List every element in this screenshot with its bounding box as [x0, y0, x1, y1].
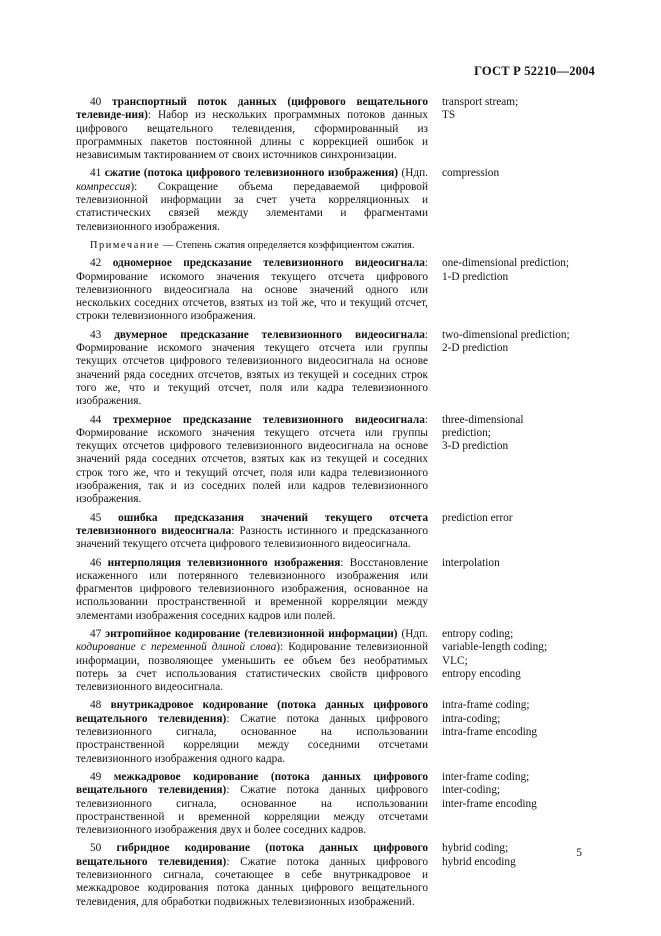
- term-definition-ru: 47 энтропийное кодирование (телевизионной информации) (Ндп. кодирование с переменной длиной слова): Кодирование телевизионной информации, позволяющее уменьшить ее объем без необратимых потерь за счет использования статистических свойств цифрового телевизионного видеосигнала.: [76, 627, 429, 694]
- term-definition-text: Формирование искомого значения текущего отсчета или группы текущих отсчетов цифрового телевизионного видеосигнала на основе значений ряда соседних отсчетов, взятых из текущей и соседних строк того же, что и текущий отсчет, поля или кадра телевизионного изображения.: [76, 342, 428, 408]
- page-number: 5: [576, 847, 582, 859]
- term-english-equivalent: intra-frame coding; intra-coding; intra-frame encoding: [442, 699, 538, 739]
- term-name: одномерное предсказание телевизионного видеосигнала: [112, 257, 425, 270]
- term-list: [76, 96, 596, 914]
- term-name: трехмерное предсказание телевизионного видеосигнала: [112, 413, 425, 426]
- term-definition-text: Сжатие потока данных цифрового телевизионного сигнала, сочетающее в себе внутрикадровое и межкадровое кодирования потока данных цифрового вещательного телевидения, для обработки подвижных телевизионных изображений.: [76, 855, 428, 908]
- term-definition-text: Сжатие потока данных цифрового телевизионного сигнала, основанное на использовании пространственной корреляции между соседними отсчетами телевизионного изображения одного кадра.: [76, 712, 428, 765]
- deprecated-term: компрессия: [76, 180, 131, 193]
- term-entry-45: [76, 512, 596, 552]
- term-entry-43: [76, 329, 596, 409]
- term-entry-44: [76, 414, 596, 507]
- deprecated-label: Ндп.: [405, 167, 428, 180]
- term-english-equivalent: one-dimensional prediction; 1-D prediction: [442, 257, 570, 283]
- term-number: 42: [90, 257, 102, 270]
- term-number: 41: [90, 167, 102, 180]
- term-english-equivalent: compression: [442, 167, 500, 180]
- term-english-equivalent: three-dimensional prediction; 3-D prediction: [442, 413, 524, 453]
- term-entry-48: [76, 699, 596, 765]
- term-definition-ru: 43 двумерное предсказание телевизионного видеосигнала: Формирование искомого значения текущего отсчета или группы текущих отсчетов цифрового телевизионного видеосигнала на основе значений ряда соседних отсчетов, взятых из текущей и соседних строк того же, что и текущий отсчет, поля или кадра телевизионного изображения.: [76, 328, 428, 408]
- term-english-equivalent: entropy coding; variable-length coding; VLC; entropy encoding: [442, 627, 548, 680]
- term-number: 43: [90, 328, 102, 341]
- term-definition-ru: 46 интерполяция телевизионного изображения: Восстановление искаженного или потерянного телевизионного изображения или фрагментов цифрового телевизионного изображения, основанное на использовании пространственной и временной корреляции между элементами изображения соседних кадров или полей.: [76, 556, 428, 622]
- term-name: энтропийное кодирование (телевизионной информации): [105, 627, 398, 640]
- deprecated-term: кодирование с переменной длиной слова: [76, 641, 277, 654]
- term-number: 45: [90, 511, 102, 524]
- term-number: 46: [90, 556, 102, 569]
- term-name: внутрикадровое кодирование (потока данных цифрового вещательного телевидения): [76, 699, 429, 725]
- term-entry-41: [76, 167, 596, 233]
- term-number: 50: [90, 842, 102, 855]
- term-english-equivalent: interpolation: [442, 556, 500, 569]
- term-note: [76, 239, 596, 252]
- term-definition-ru: 49 межкадровое кодирование (потока данных цифрового вещательного телевидения): Сжатие потока данных цифрового телевизионного сигнала, основанное на использовании пространственной и временной корреляции между отсчетами телевизионного изображения двух и более соседних кадров.: [76, 770, 428, 837]
- term-definition-ru: 40 транспортный поток данных (цифрового вещательного телевиде-ния): Набор из нескольких программных потоков данных цифрового вещательного телевидения, сформированный из программных пакетов постоянной длины с коррекцией ошибок и независимым тактированием от своих источников синхронизации.: [76, 96, 429, 162]
- term-definition-text: Кодирование телевизионной информации, позволяющее уменьшить ее объем без необратимых потерь за счет использования статистических свойств цифрового телевизионного видеосигнала.: [76, 641, 428, 694]
- term-definition-text: Формирование искомого значения текущего отсчета цифрового телевизионного видеосигнала на основе значений одного или нескольких соседних отсчетов, взятых из той же, что и текущий отсчет, строки телевизионного изображения.: [76, 270, 428, 323]
- document-id-header: ГОСТ Р 52210—2004: [474, 64, 595, 78]
- term-definition-text: Набор из нескольких программных потоков данных цифрового вещательного телевидения, сформированный из программных пакетов постоянной длины с коррекцией ошибок и независимым тактированием от своих источников синхронизации.: [76, 109, 429, 162]
- term-number: 47: [90, 627, 102, 640]
- term-number: 48: [90, 699, 102, 712]
- term-entry-46: [76, 557, 596, 623]
- term-name: гибридное кодирование (потока данных цифрового вещательного телевидения): [76, 842, 428, 868]
- term-english-equivalent: two-dimensional prediction; 2-D prediction: [442, 328, 570, 355]
- term-name: межкадровое кодирование (потока данных цифрового вещательного телевидения): [76, 770, 428, 797]
- term-definition-ru: 48 внутрикадровое кодирование (потока данных цифрового вещательного телевидения): Сжатие потока данных цифрового телевизионного сигнала, основанное на использовании пространственной корреляции между соседними отсчетами телевизионного изображения одного кадра.: [76, 699, 429, 765]
- term-english-equivalent: inter-frame coding; inter-coding; inter-frame encoding: [442, 770, 537, 810]
- term-number: 49: [90, 770, 102, 783]
- term-entry-47: [76, 628, 596, 694]
- term-name: транспортный поток данных (цифрового вещательного телевиде-ния): [76, 96, 428, 122]
- term-definition-ru: 45 ошибка предсказания значений текущего отсчета телевизионного видеосигнала: Разность истинного и предсказанного значений текущего отсчета цифрового телевизионного видеосигнала.: [76, 511, 428, 551]
- term-definition-ru: 41 сжатие (потока цифрового телевизионного изображения) (Ндп. компрессия): Сокращение объема передаваемой цифровой телевизионной информации за счет учета корреляционных и статистических связей между элементами и фрагментами телевизионного изображения.: [76, 167, 428, 233]
- term-entry-50: [76, 842, 596, 908]
- term-definition-ru: 44 трехмерное предсказание телевизионного видеосигнала: Формирование искомого значения текущего отсчета или группы текущих отсчетов цифрового телевизионного видеосигнала на основе значений ряда соседних отсчетов, взятых как из текущей и соседних строк того же, что и текущий отсчет, поля или кадра телевизионного изображения, так и из соседних полей или кадров телевизионного изображения.: [76, 413, 428, 506]
- term-definition-ru: 42 одномерное предсказание телевизионного видеосигнала: Формирование искомого значения текущего отсчета цифрового телевизионного видеосигнала на основе значений одного или нескольких соседних отсчетов, взятых из той же, что и текущий отсчет, строки телевизионного изображения.: [76, 257, 428, 323]
- term-entry-40: [76, 96, 596, 162]
- term-number: 44: [90, 413, 102, 426]
- term-number: 40: [90, 96, 102, 108]
- term-name: интерполяция телевизионного изображения: [107, 556, 341, 569]
- term-english-equivalent: prediction error: [442, 511, 513, 524]
- note-text: Примечание — Степень сжатия определяется коэффициентом сжатия.: [90, 239, 415, 251]
- term-english-equivalent: transport stream; TS: [442, 96, 519, 122]
- term-definition-text: Восстановление искаженного или потерянного телевизионного изображения или фрагментов цифрового телевизионного изображения, основанное на использовании пространственной и временной корреляции между элементами изображения соседних кадров или полей.: [76, 556, 428, 622]
- term-definition-text: Сокращение объема передаваемой цифровой телевизионной информации за счет учета корреляционных и статистических связей между элементами и фрагментами телевизионного изображения.: [76, 180, 428, 233]
- term-name: сжатие (потока цифрового телевизионного изображения): [104, 167, 399, 180]
- term-entry-49: [76, 771, 596, 837]
- term-entry-42: [76, 257, 596, 323]
- term-definition-text: Формирование искомого значения текущего отсчета или группы текущих отсчетов цифрового телевизионного видеосигнала на основе значений ряда соседних отсчетов, взятых как из текущей и соседних строк того же, что и текущий отсчет, поля или кадра телевизионного изображения, так и из соседних полей или кадров телевизионного изображения.: [76, 426, 428, 506]
- deprecated-label: Ндп.: [405, 627, 429, 640]
- term-definition-text: Разность истинного и предсказанного значений текущего отсчета цифрового телевизионного видеосигнала.: [76, 524, 428, 551]
- term-definition-text: Сжатие потока данных цифрового телевизионного сигнала, основанное на использовании пространственной и временной корреляции между отсчетами телевизионного изображения двух и более соседних кадров.: [76, 784, 428, 837]
- term-english-equivalent: hybrid coding; hybrid encoding: [442, 842, 516, 868]
- note-label: Примечание: [90, 239, 161, 251]
- term-name: двумерное предсказание телевизионного видеосигнала: [114, 328, 425, 341]
- term-definition-ru: 50 гибридное кодирование (потока данных цифрового вещательного телевидения): Сжатие потока данных цифрового телевизионного сигнала, сочетающее в себе внутрикадровое и межкадровое кодирования потока данных цифрового вещательного телевидения, для обработки подвижных телевизионных изображений.: [76, 842, 428, 908]
- term-name: ошибка предсказания значений текущего отсчета телевизионного видеосигнала: [76, 511, 428, 537]
